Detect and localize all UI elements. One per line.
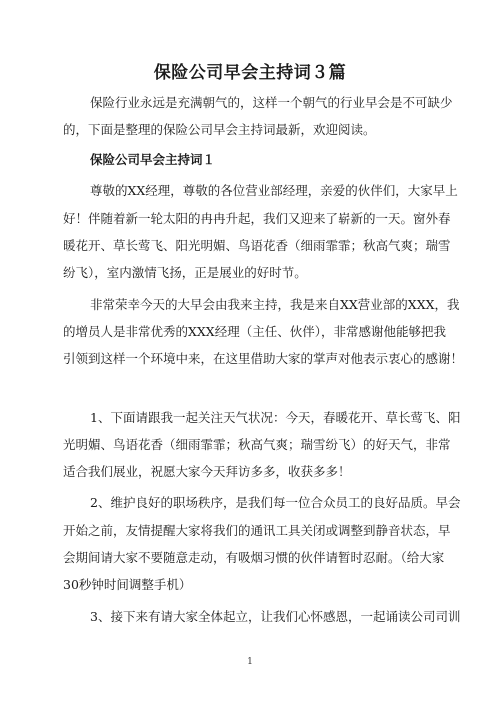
document-title: 保险公司早会主持词３篇 [153, 63, 347, 83]
paragraph-1-line-4: 纷飞），室内激情飞扬，正是展业的好时节。 [63, 265, 307, 280]
item-3-line-1: 3、接下来有请大家全体起立，让我们心怀感恩，一起诵读公司司训 [90, 609, 461, 624]
intro-line-2: 的，下面是整理的保险公司早会主持词最新，欢迎阅读。 [63, 122, 376, 137]
paragraph-2-line-1: 非常荣幸今天的大早会由我来主持，我是来自XX营业部的XXX，我 [90, 297, 460, 312]
page-number: 1 [247, 657, 253, 667]
intro-line-1: 保险行业永远是充满朝气的，这样一个朝气的行业早会是不可缺少 [90, 95, 453, 110]
item-2-line-2: 开始之前，友情提醒大家将我们的通讯工具关闭或调整到静音状态，早 [63, 523, 451, 538]
paragraph-1-line-1: 尊敬的XX经理，尊敬的各位营业部经理，亲爱的伙伴们，大家早上 [90, 183, 458, 198]
section-heading: 保险公司早会主持词１ [90, 152, 216, 167]
paragraph-2-line-2: 的增员人是非常优秀的XXX经理（主任、伙伴），非常感谢他能够把我 [63, 324, 446, 339]
item-2-line-4: 30秒钟时间调整手机） [63, 577, 192, 592]
item-1-line-3: 适合我们展业，祝愿大家今天拜访多多，收获多多！ [63, 464, 351, 479]
item-1-line-2: 光明媚、鸟语花香（细雨霏霏；秋高气爽；瑞雪纷飞）的好天气，非常 [63, 437, 451, 452]
paragraph-1-line-2: 好！伴随着新一轮太阳的冉冉升起，我们又迎来了崭新的一天。窗外春 [63, 211, 451, 226]
paragraph-2-line-3: 引领到这样一个环境中来，在这里借助大家的掌声对他表示衷心的感谢！ [63, 351, 464, 366]
paragraph-1-line-3: 暖花开、草长莺飞、阳光明媚、鸟语花香（细雨霏霏；秋高气爽；瑞雪 [63, 238, 451, 253]
item-1-line-1: 1、下面请跟我一起关注天气状况：今天，春暖花开、草长莺飞、阳 [90, 410, 461, 425]
item-2-line-3: 会期间请大家不要随意走动，有吸烟习惯的伙伴请暂时忍耐。（给大家 [63, 550, 445, 565]
item-2-line-1: 2、维护良好的职场秩序，是我们每一位合众员工的良好品质。早会 [90, 495, 461, 510]
